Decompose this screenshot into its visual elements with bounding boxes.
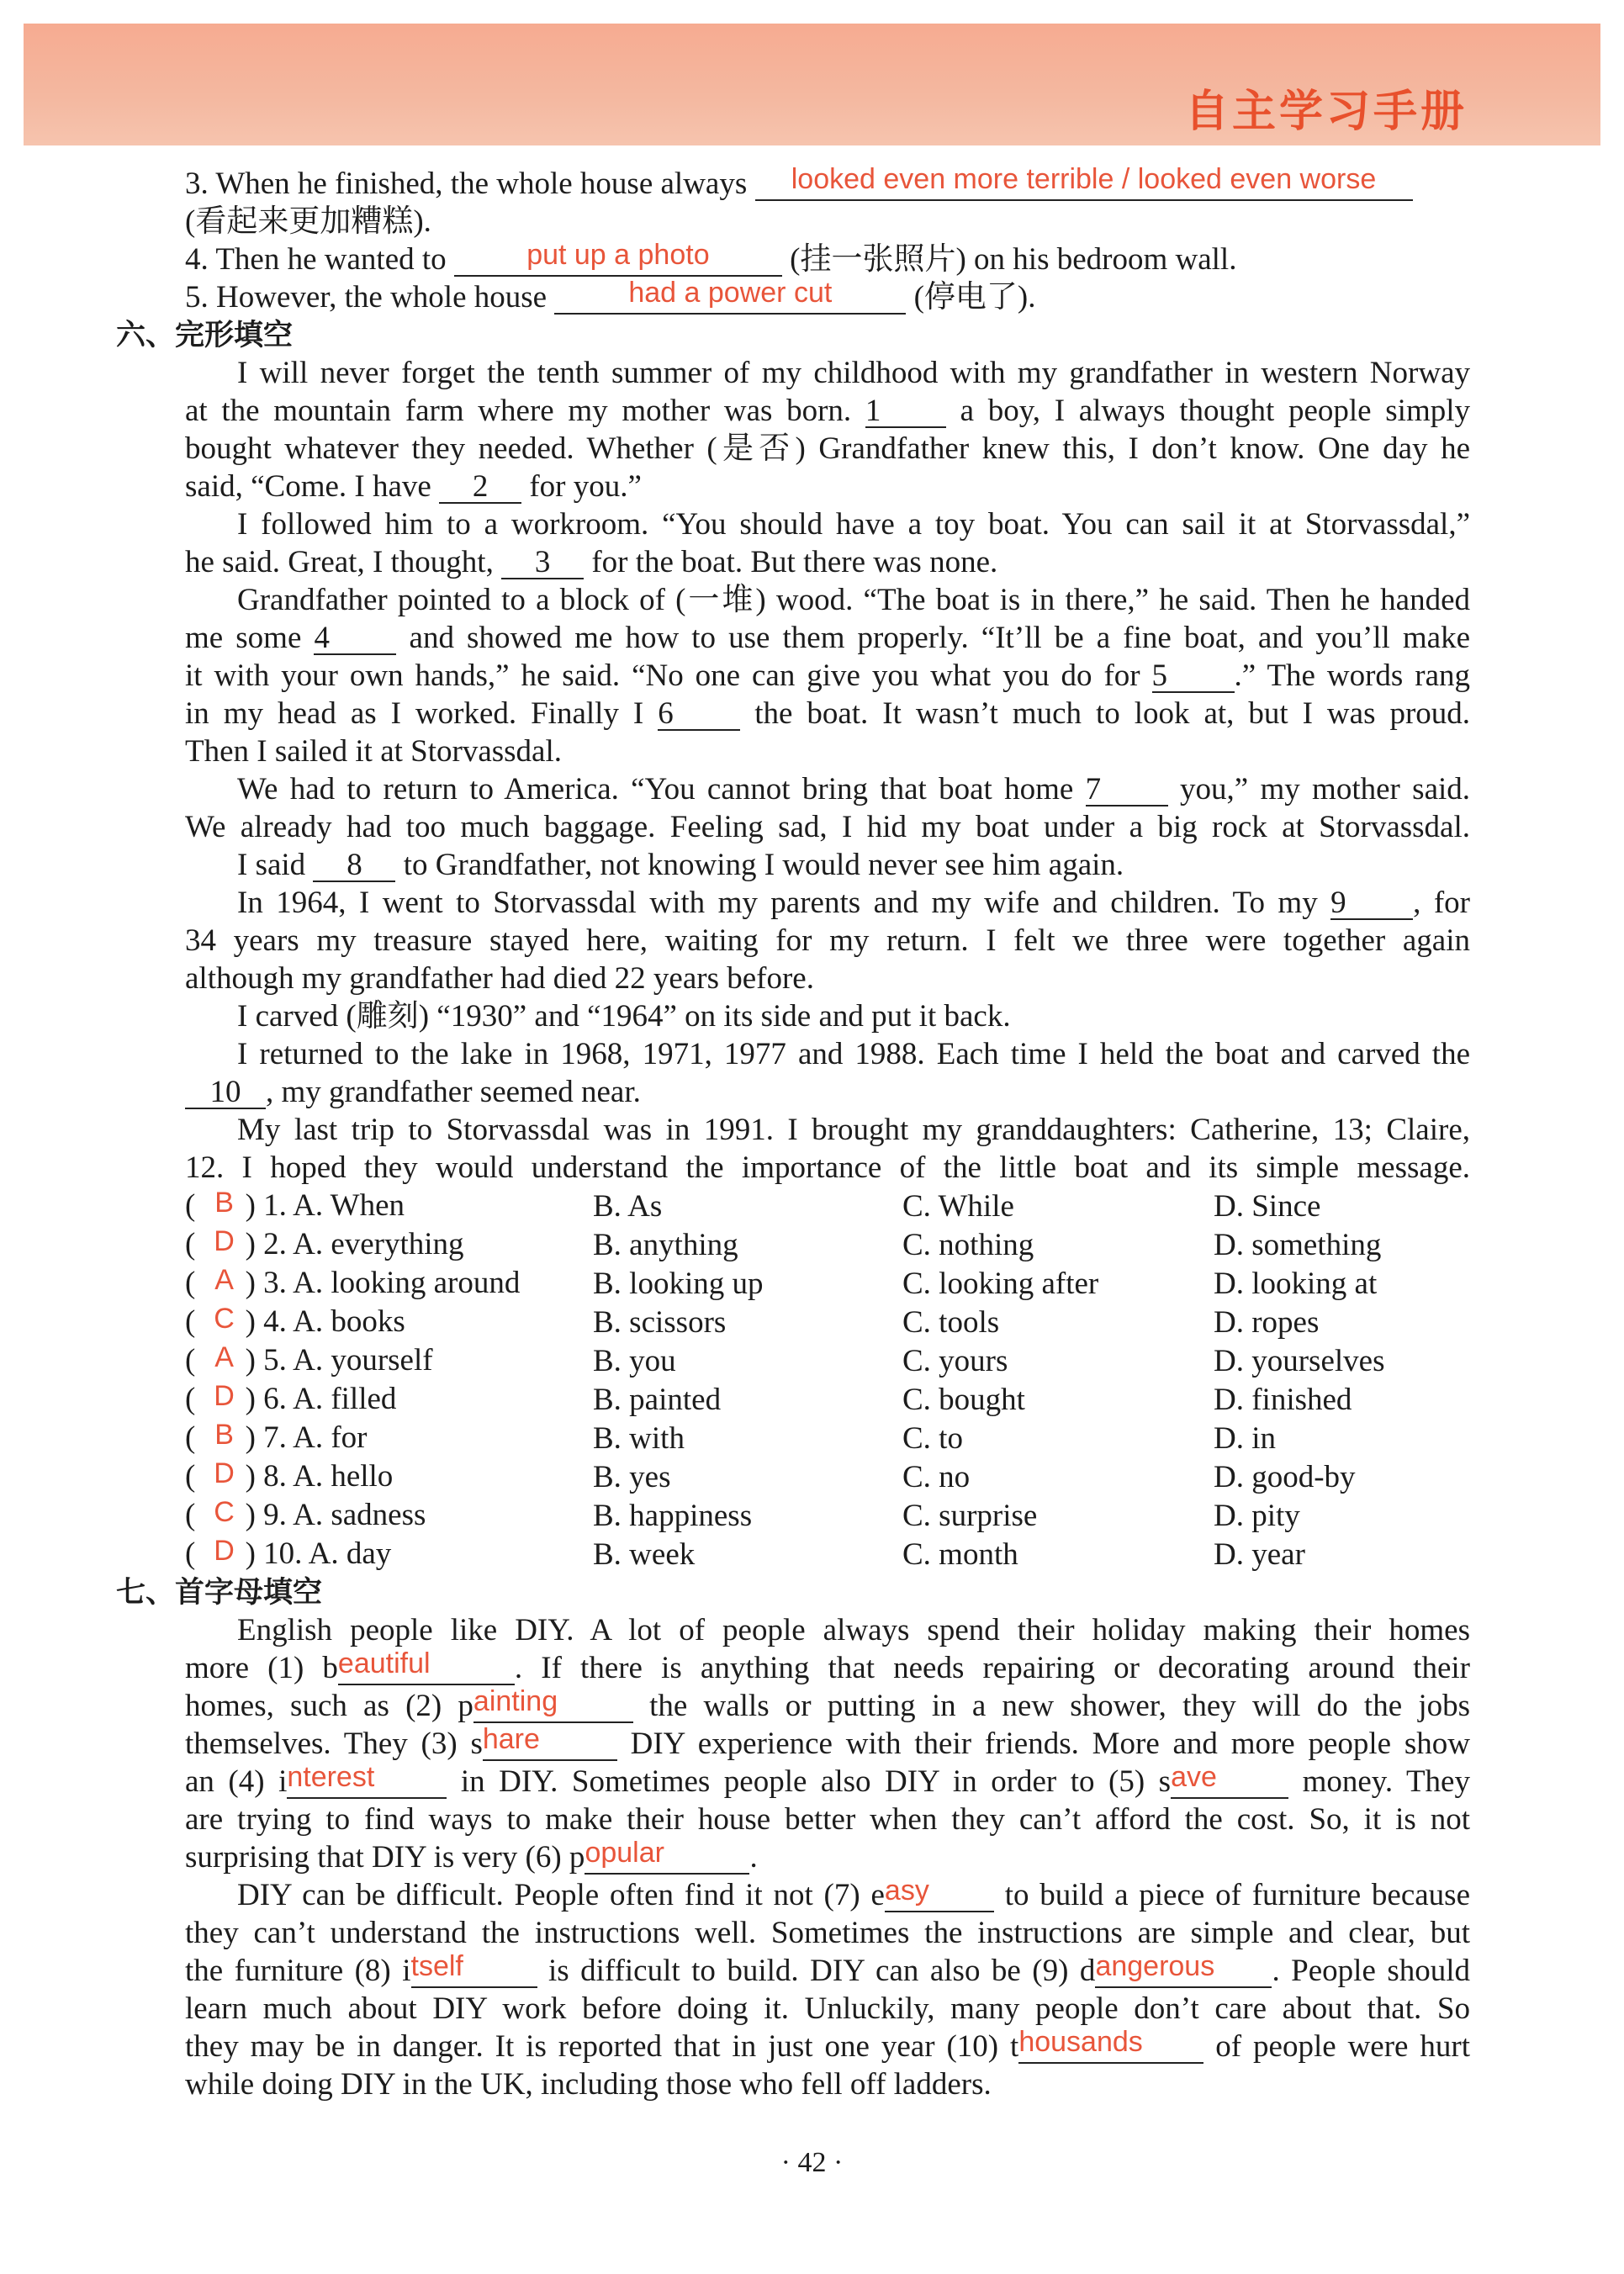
option-answer: D <box>214 1457 235 1489</box>
option-c: C. yours <box>902 1343 1008 1378</box>
initial-blank-10: housands <box>1018 2032 1203 2064</box>
option-a: ( D ) 10. A. day <box>185 1535 593 1573</box>
option-row <box>185 1496 1466 1535</box>
option-a: ( C ) 9. A. sadness <box>185 1496 593 1535</box>
option-a: ( D ) 2. A. everything <box>185 1225 593 1264</box>
header-banner <box>24 24 1600 145</box>
initial-text-line: they may be in danger. It is reported that in just one year (10) thousands of people were hurt <box>185 2028 1470 2064</box>
option-c: C. to <box>902 1420 963 1456</box>
option-row <box>185 1535 1466 1573</box>
option-b: B. with <box>593 1420 685 1456</box>
initial-text-line: more (1) beautiful . If there is anything that needs repairing or decorating around their <box>185 1649 1470 1685</box>
cloze-text-line: We already had too much baggage. Feeling sad, I hid my boat under a big rock at Storvassdal. <box>185 810 1470 844</box>
q3-line-cont: (看起来更加糟糕). <box>185 204 431 239</box>
option-c: C. tools <box>902 1304 1000 1340</box>
option-answer: D <box>214 1225 235 1257</box>
cloze-blank-1: 1 <box>865 396 946 428</box>
option-b: B. yes <box>593 1459 671 1494</box>
cloze-text-line: he said. Great, I thought, 3 for the boat. But there was none. <box>185 545 998 579</box>
initial-blank-7: asy <box>885 1880 994 1912</box>
option-answer: B <box>214 1187 234 1219</box>
option-c: C. While <box>902 1188 1014 1224</box>
option-b: B. scissors <box>593 1304 727 1340</box>
option-row <box>185 1380 1466 1419</box>
option-d: D. good-by <box>1214 1459 1356 1494</box>
initial-text-line: they can’t understand the instructions well. Sometimes the instructions are simple and clear, but <box>185 1916 1470 1950</box>
option-c: C. month <box>902 1536 1018 1572</box>
cloze-blank-9: 9 <box>1330 888 1413 920</box>
cloze-text-line: Grandfather pointed to a block of (一堆) wood. “The boat is in there,” he said. Then he handed <box>237 583 1470 617</box>
option-b: B. you <box>593 1343 676 1378</box>
option-row <box>185 1303 1466 1341</box>
cloze-blank-2: 2 <box>439 472 521 504</box>
option-a: ( C ) 4. A. books <box>185 1303 593 1341</box>
option-d: D. pity <box>1214 1498 1300 1533</box>
initial-blank-8: tself <box>411 1956 537 1988</box>
cloze-blank-7: 7 <box>1086 775 1168 806</box>
cloze-text-line: I returned to the lake in 1968, 1971, 1977 and 1988. Each time I held the boat and carved the <box>237 1037 1470 1071</box>
cloze-text-line: I will never forget the tenth summer of my childhood with my grandfather in western Norway <box>237 356 1470 390</box>
cloze-blank-3: 3 <box>501 547 584 579</box>
option-answer: D <box>214 1535 235 1567</box>
option-row <box>185 1341 1466 1380</box>
initial-text-line: surprising that DIY is very (6) popular . <box>185 1837 758 1875</box>
option-row <box>185 1264 1466 1303</box>
cloze-text-line: me some 4 and showed me how to use them properly. “It’ll be a fine boat, and you’ll make <box>185 621 1470 655</box>
cloze-text-line: in my head as I worked. Finally I 6 the boat. It wasn’t much to look at, but I was proud. <box>185 696 1470 731</box>
q4-line: 4. Then he wanted to put up a photo (挂一张照片) on his bedroom wall. <box>185 239 1237 277</box>
cloze-text-line: 34 years my treasure stayed here, waiting for my return. I felt we three were together again <box>185 923 1470 958</box>
option-d: D. finished <box>1214 1382 1352 1417</box>
q5-line: 5. However, the whole house had a power cut (停电了). <box>185 277 1036 315</box>
option-a: ( B ) 7. A. for <box>185 1419 593 1457</box>
option-a: ( A ) 5. A. yourself <box>185 1341 593 1380</box>
option-d: D. something <box>1214 1227 1382 1262</box>
cloze-text-line: Then I sailed it at Storvassdal. <box>185 734 563 769</box>
initial-blank-4: nterest <box>287 1767 447 1799</box>
cloze-blank-4: 4 <box>314 623 396 655</box>
header-title: 自主学习手册 <box>1184 87 1468 137</box>
option-d: D. ropes <box>1214 1304 1320 1340</box>
page-number: · 42 · <box>780 2147 844 2178</box>
option-row <box>185 1225 1466 1264</box>
cloze-text-line: We had to return to America. “You cannot bring that boat home 7 you,” my mother said. <box>237 772 1470 806</box>
option-b: B. looking up <box>593 1266 764 1301</box>
initial-blank-5: ave <box>1171 1767 1288 1799</box>
cloze-text-line: said, “Come. I have 2 for you.” <box>185 469 642 504</box>
cloze-section-title: 六、完形填空 <box>116 319 294 352</box>
cloze-text-line: I said 8 to Grandfather, not knowing I would never see him again. <box>237 848 1124 882</box>
option-row <box>185 1187 1466 1225</box>
option-answer: C <box>214 1496 235 1528</box>
cloze-blank-10: 10 <box>185 1077 266 1109</box>
initial-text-line: learn much about DIY work before doing it. Unluckily, many people don’t care about that. So <box>185 1991 1470 2026</box>
cloze-text-line: 12. I hoped they would understand the importance of the little boat and its simple message. <box>185 1150 1470 1185</box>
initial-text-line: English people like DIY. A lot of people always spend their holiday making their homes <box>237 1613 1470 1647</box>
option-row <box>185 1419 1466 1457</box>
initial-text-line: the furniture (8) itself is difficult to build. DIY can also be (9) dangerous . People should <box>185 1952 1470 1988</box>
option-a: ( B ) 1. A. When <box>185 1187 593 1225</box>
option-a: ( D ) 6. A. filled <box>185 1380 593 1419</box>
option-d: D. Since <box>1214 1188 1321 1224</box>
option-d: D. yourselves <box>1214 1343 1385 1378</box>
initial-section-title: 七、首字母填空 <box>116 1576 323 1610</box>
q5-answer: had a power cut <box>628 277 833 309</box>
cloze-text-line: I carved (雕刻) “1930” and “1964” on its side and put it back. <box>237 999 1011 1034</box>
option-c: C. bought <box>902 1382 1025 1417</box>
cloze-text-line: bought whatever they needed. Whether (是否) Grandfather knew this, I don’t know. One day he <box>185 431 1470 466</box>
initial-text-line: an (4) interest in DIY. Sometimes people also DIY in order to (5) save money. They <box>185 1763 1470 1799</box>
cloze-text-line: I followed him to a workroom. “You should have a toy boat. You can sail it at Storvassdal,” <box>237 507 1470 542</box>
option-b: B. As <box>593 1188 663 1224</box>
option-b: B. anything <box>593 1227 738 1262</box>
option-b: B. painted <box>593 1382 722 1417</box>
cloze-text-line: at the mountain farm where my mother was born. 1 a boy, I always thought people simply <box>185 394 1470 428</box>
option-c: C. nothing <box>902 1227 1034 1262</box>
worksheet-content <box>116 163 1470 2103</box>
initial-text-line: homes, such as (2) painting the walls or putting in a new shower, they will do the jobs <box>185 1687 1470 1723</box>
option-b: B. week <box>593 1536 696 1572</box>
initial-text-line: themselves. They (3) share DIY experience with their friends. More and more people show <box>185 1725 1470 1761</box>
option-d: D. year <box>1214 1536 1305 1572</box>
option-d: D. in <box>1214 1420 1276 1456</box>
initial-text-line: are trying to find ways to make their house better when they can’t afford the cost. So, it is not <box>185 1802 1470 1837</box>
cloze-text-line: In 1964, I went to Storvassdal with my parents and my wife and children. To my 9 , for <box>237 886 1470 920</box>
option-answer: B <box>214 1419 234 1451</box>
option-a: ( D ) 8. A. hello <box>185 1457 593 1496</box>
cloze-text-line: 10 , my grandfather seemed near. <box>185 1073 1470 1111</box>
initial-text-line: DIY can be difficult. People often find it not (7) easy to build a piece of furniture because <box>237 1876 1470 1912</box>
cloze-blank-8: 8 <box>313 850 395 882</box>
q3-line: 3. When he finished, the whole house always looked even more terrible / looked even worse <box>185 165 1470 203</box>
initial-blank-2: ainting <box>473 1691 633 1723</box>
q5-blank <box>554 277 906 315</box>
option-answer: C <box>214 1303 235 1335</box>
option-a: ( A ) 3. A. looking around <box>185 1264 593 1303</box>
initial-blank-3: hare <box>483 1729 617 1761</box>
cloze-text-line: it with your own hands,” he said. “No one can give you what you do for 5 .” The words rang <box>185 658 1470 693</box>
cloze-blank-5: 5 <box>1152 661 1235 693</box>
cloze-options-table <box>185 1187 1466 1573</box>
option-d: D. looking at <box>1214 1266 1378 1301</box>
q4-answer: put up a photo <box>526 239 710 271</box>
q4-blank <box>454 239 782 277</box>
initial-text-line: while doing DIY in the UK, including those who fell off ladders. <box>185 2067 992 2102</box>
option-b: B. happiness <box>593 1498 753 1533</box>
cloze-text-line: although my grandfather had died 22 years before. <box>185 961 814 996</box>
option-answer: D <box>214 1380 235 1412</box>
q3-answer: looked even more terrible / looked even worse <box>791 163 1377 195</box>
option-answer: A <box>214 1341 234 1373</box>
option-c: C. looking after <box>902 1266 1099 1301</box>
initial-blank-6: opular <box>585 1843 749 1875</box>
initial-blank-1: eautiful <box>338 1653 515 1685</box>
option-row <box>185 1457 1466 1496</box>
cloze-text-line: My last trip to Storvassdal was in 1991. I brought my granddaughters: Catherine, 13; Claire, <box>237 1113 1470 1147</box>
option-answer: A <box>214 1264 234 1296</box>
initial-blank-9: angerous <box>1095 1956 1272 1988</box>
option-c: C. surprise <box>902 1498 1038 1533</box>
option-c: C. no <box>902 1459 971 1494</box>
cloze-blank-6: 6 <box>658 699 740 731</box>
